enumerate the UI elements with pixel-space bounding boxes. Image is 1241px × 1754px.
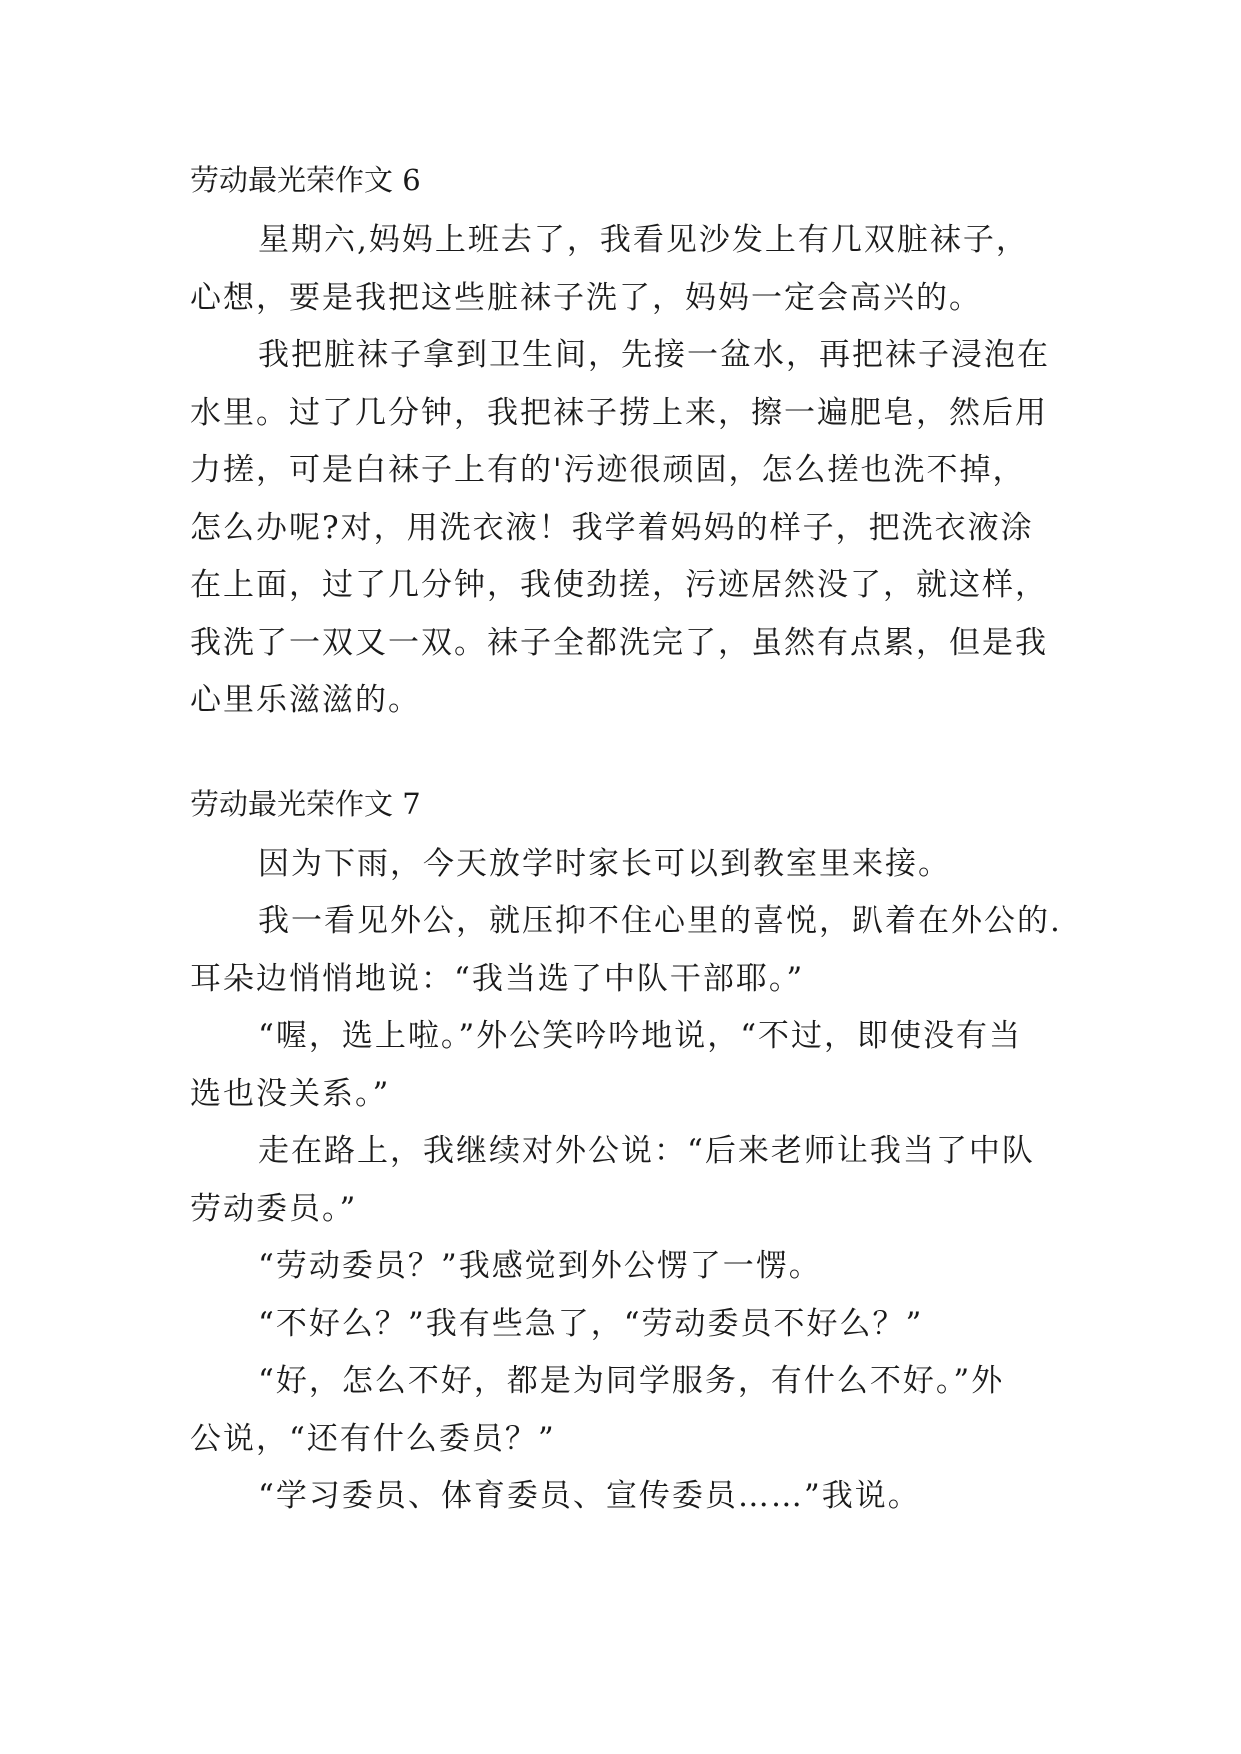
- essay-section-7: [190, 784, 1070, 1526]
- text-line: 力搓，可是白袜子上有的'污迹很顽固，怎么搓也洗不掉，: [190, 452, 1026, 488]
- paragraph: [190, 327, 1070, 730]
- text-line: “好，怎么不好，都是为同学服务，有什么不好。”外: [258, 1363, 1005, 1399]
- text-line: 耳朵边悄悄地说：“我当选了中队干部耶。”: [190, 960, 805, 997]
- text-line: “学习委员、体育委员、宣传委员……”我说。: [258, 1478, 921, 1514]
- text-line: 怎么办呢?对，用洗衣液！我学着妈妈的样子，把洗衣液涂: [190, 509, 1034, 546]
- text-line: 因为下雨，今天放学时家长可以到教室里来接。: [258, 845, 951, 882]
- paragraph: [190, 836, 1070, 894]
- text-line: 水里。过了几分钟，我把袜子捞上来，擦一遍肥皂，然后用: [190, 394, 1048, 431]
- text-line: 在上面，过了几分钟，我使劲搓，污迹居然没了，就这样，: [190, 567, 1048, 603]
- text-line: “喔，选上啦。”外公笑吟吟地说，“不过，即使没有当: [258, 1018, 1023, 1054]
- text-line: 公说，“还有什么委员？”: [190, 1420, 556, 1457]
- paragraph: [190, 1468, 1070, 1526]
- text-line: 我把脏袜子拿到卫生间，先接一盆水，再把袜子浸泡在: [258, 337, 1050, 373]
- paragraph: [190, 212, 1070, 327]
- text-line: “不好么？”我有些急了，“劳动委员不好么？”: [258, 1305, 924, 1342]
- paragraph: [190, 1296, 1070, 1354]
- paragraph: [190, 1123, 1070, 1238]
- paragraph: [190, 893, 1070, 1008]
- text-line: 心里乐滋滋的。: [190, 682, 421, 718]
- text-line: 心想，要是我把这些脏袜子洗了，妈妈一定会高兴的。: [190, 279, 982, 316]
- paragraph: [190, 1353, 1070, 1468]
- paragraph: [190, 1238, 1070, 1296]
- essay-title: 劳动最光荣作文 6: [190, 163, 421, 197]
- text-line: 劳动委员。”: [190, 1190, 358, 1227]
- text-line: 选也没关系。”: [190, 1075, 391, 1112]
- text-line: “劳动委员？”我感觉到外公愣了一愣。: [258, 1248, 822, 1284]
- text-line: 走在路上，我继续对外公说：“后来老师让我当了中队: [258, 1133, 1035, 1169]
- paragraph: [190, 1008, 1070, 1123]
- text-line: 我洗了一双又一双。袜子全都洗完了，虽然有点累，但是我: [190, 624, 1048, 661]
- essay-section-6: [190, 160, 1070, 730]
- text-line: 星期六,妈妈上班去了，我看见沙发上有几双脏袜子，: [258, 222, 1029, 258]
- essay-title: 劳动最光荣作文 7: [190, 786, 421, 821]
- text-line: 我一看见外公，就压抑不住心里的喜悦，趴着在外公的.: [258, 903, 1062, 939]
- document-page: [190, 160, 1070, 1526]
